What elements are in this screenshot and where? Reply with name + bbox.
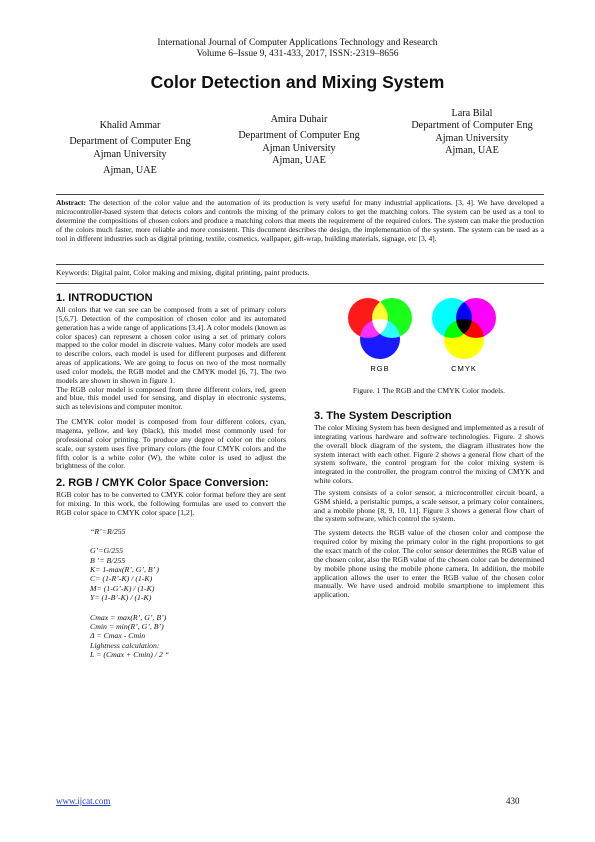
paper-title: Color Detection and Mixing System: [150, 72, 445, 92]
section-3-paragraph: The color Mixing System has been designed and implemented as a result of integrating various hardware and software technologies. Figure. 2 shows the overall block diagram of the system, the diagram illustrates how the system interact with each other. Figure 2 shows a general flow chart of the system software, the control program for the color mixing system is integrated in the controller, the program control the mixing of CMYK and white colors.: [314, 423, 544, 486]
formula-line: Δ = Cmax - Cmin: [90, 631, 146, 641]
formula-line: L = (Cmax + Cmin) / 2 “: [90, 650, 170, 660]
figure-1-color-models: [330, 290, 510, 374]
section-1-paragraph: The RGB color model is composed from three different colors, red, green and blue, this model used for sensing, and display in electronic systems, such as televisions and computer monitor.: [56, 384, 286, 412]
author-uni: Ajman University: [93, 148, 167, 160]
section-3-paragraph: The system detects the RGB value of the chosen color and compose the required color by mixing the primary color in the right proportions to get the exact match of the color. The color sensor determines the RGB value of the chosen color, also the RGB value of the chosen color can be determined by mobile phone using the mobile phone camera. In addition, the mobile application allows the user to enter the RGB value of the chosen color manually. We have used android mobile smartphone to implement this application.: [314, 528, 544, 600]
author-name: Khalid Ammar: [99, 120, 161, 131]
section-3-paragraph: The system consists of a color sensor, a microcontroller circuit board, a GSM shield, a peristaltic pumps, a scale sensor, a primary color containers, and a mobile phone [8, 9, 10, 11]. Figure 3 shows a general flow chart of the system software, which control the system.: [314, 487, 544, 524]
author-dept: Department of Computer Eng: [69, 136, 191, 148]
journal-link[interactable]: www.ijcat.com: [56, 796, 111, 806]
keywords: Keywords: Digital paint, Color making and mixing, digital printing, paint products.: [56, 268, 310, 277]
abstract-label: Abstract:: [56, 198, 86, 207]
journal-header: [0, 38, 595, 60]
right-column: [314, 410, 544, 603]
rgb-label: RGB: [370, 364, 390, 373]
formula-line: “R’=R/255: [90, 526, 126, 536]
author-loc: Ajman, UAE: [103, 164, 157, 176]
formula-line: G’=G/255: [90, 546, 123, 556]
formula-block-1: [90, 527, 286, 603]
formula-line: C= (1-R’-K) / (1-K): [90, 574, 153, 584]
rgb-model-diagram: [348, 298, 412, 359]
abstract-text: The detection of the color value and the automation of its production is very useful for many industrial applications. [3, 4]. We have developed a microcontroller-based system that detects colors and controls the mixing of the primary colors to get the matching colors. The system can be used as a tool to determine the compositions of chosen colors and produce a matching colors that meets the requirement of the required colors. The system can make the production of the colors much faster, more reliable and more consistent. This document describes the design, the implementation of the system. The system can be used as a tool in different industries such as digital printing, textile, cosmetics, wallpaper, gift-wrap, building materials, signage, etc [3, 4].: [56, 198, 544, 244]
formula-line: K= 1-max(R’, G’, B’ ): [90, 564, 159, 574]
author-dept: Department of Computer Eng: [238, 130, 360, 142]
section-2-paragraph: RGB color has to be converted to CMYK color format before they are sent for mixing. In this work, the following formulas are used to convert the RGB color space to CMYK color space [1,2].: [56, 490, 286, 517]
author-loc: Ajman, UAE: [272, 154, 326, 166]
abstract: [56, 198, 544, 243]
author-uni: Ajman University: [435, 132, 509, 144]
journal-name: International Journal of Computer Applications Technology and Research: [157, 38, 438, 48]
formula-line: B ’= B/255: [90, 555, 126, 565]
blue-circle: [360, 319, 400, 359]
author-3: [402, 108, 542, 157]
author-2: [226, 114, 372, 167]
section-1-paragraph: The CMYK color model is composed from four different colors, cyan, magenta, yellow, and key (black), this model most commonly used for professional color printing. To produce any degree of color on the colors scale, our system uses five primary colors (the four CMYK colors and the fifth color is a white color (W), the white color is used to adjust the brightness of the color.: [56, 417, 286, 471]
formula-line: Y= (1-B’-K) / (1-K): [90, 593, 152, 603]
section-2-heading: 2. RGB / CMYK Color Space Conversion:: [56, 477, 269, 490]
author-1: [60, 120, 200, 177]
page-number: 430: [506, 796, 520, 806]
author-dept: Department of Computer Eng: [411, 120, 533, 132]
formula-line: Lightness calculation:: [90, 640, 160, 650]
cmyk-model-diagram: [432, 298, 496, 359]
formula-line: Cmax = max(R’, G’, B’): [90, 612, 167, 622]
formula-line: Cmin = min(R’, G’, B’): [90, 621, 164, 631]
author-name: Amira Duhair: [270, 114, 328, 125]
author-uni: Ajman University: [262, 142, 336, 154]
abstract-bottom-rule: [56, 264, 544, 265]
keywords-rule: [56, 283, 544, 284]
abstract-top-rule: [56, 194, 544, 195]
section-3-heading: 3. The System Description: [314, 410, 452, 422]
cmyk-label: CMYK: [451, 364, 477, 373]
journal-volume: Volume 6–Issue 9, 431-433, 2017, ISSN:-2319–8656: [196, 49, 399, 59]
footer-url[interactable]: [56, 796, 110, 806]
section-1-heading: 1. INTRODUCTION: [56, 292, 153, 304]
author-loc: Ajman, UAE: [445, 144, 499, 156]
section-1-paragraph: All colors that we can see can be composed from a set of primary colors [5,6,7]. Detection of the composition of chosen color and its automated generation has a wide range of applications [3,4]. A color models (known as color spaces) can represent a chosen color using a set of primary colors mapped to the color model in discrete values. Many color models are used to describe colors, each model is used for different purposes and different areas of applications. We are going to focus on two of the most normally used color models, the RGB model and the CMYK model [6, 7]. The two models are shown in shown in figure 1.: [56, 305, 286, 385]
formula-block-2: [90, 613, 286, 660]
left-column: [56, 292, 286, 660]
yellow-circle: [444, 319, 484, 359]
author-name: Lara Bilal: [451, 108, 493, 119]
formula-line: M= (1-G’-K) / (1-K): [90, 583, 155, 593]
figure-1-caption: Figure. 1 The RGB and the CMYK Color models.: [352, 386, 506, 395]
